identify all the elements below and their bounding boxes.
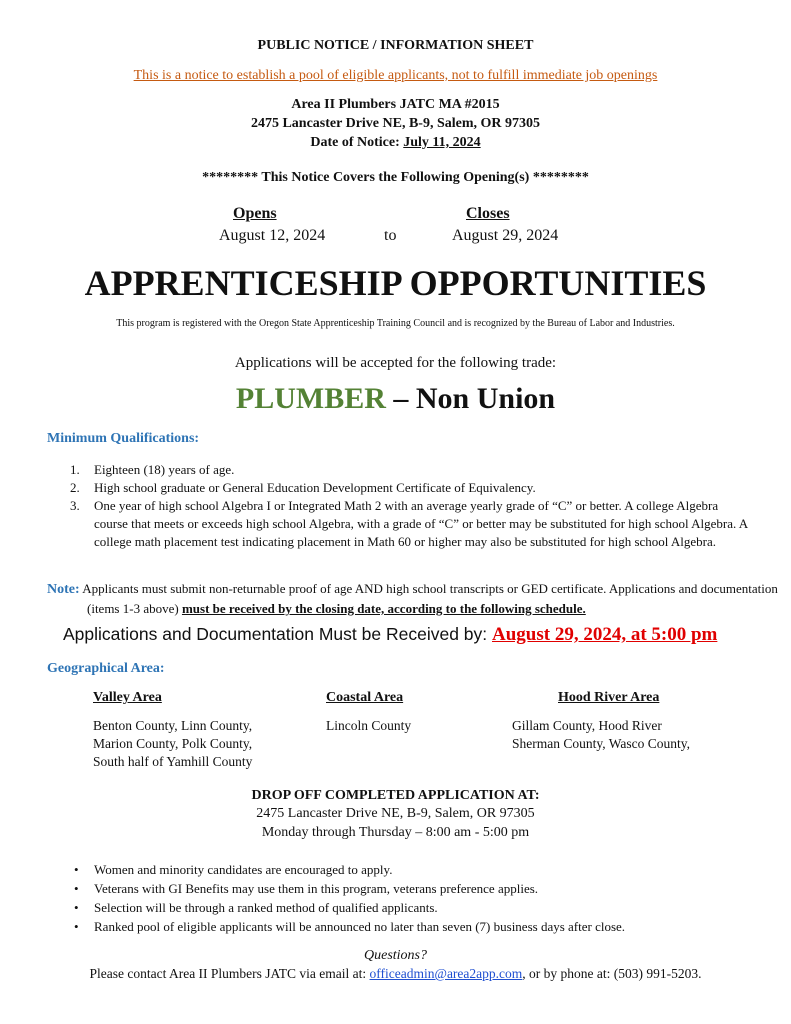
accepted-text: Applications will be accepted for the following trade:: [234, 355, 557, 371]
pool-notice: This is a notice to establish a pool of eligible applicants, not to fulfill immediate job openings: [133, 68, 658, 83]
registration-text: This program is registered with the Oregon State Apprenticeship Training Council and is recognized by the Bureau of Labor and Industries.: [116, 318, 675, 329]
dropoff-heading: DROP OFF COMPLETED APPLICATION AT:: [251, 788, 540, 803]
county-line: Benton County, Linn County,: [93, 718, 253, 733]
info-bullet: [70, 860, 760, 879]
bullet-icon: •: [74, 881, 79, 896]
questions-label: Questions?: [364, 948, 427, 963]
contact-email-link[interactable]: officeadmin@area2app.com: [369, 966, 523, 981]
dropoff-hours: Monday through Thursday – 8:00 am - 5:00 pm: [261, 825, 530, 840]
qualification-item: [70, 479, 750, 497]
county-line: Sherman County, Wasco County,: [512, 736, 691, 751]
note-emphasis: must be received by the closing date, according to the following schedule.: [181, 601, 586, 616]
trade-suffix: – Non Union: [385, 382, 556, 415]
qualification-text: One year of high school Algebra I or Integrated Math 2 with an average yearly grade of “C” or better. A college Algebra course that meets or exceeds high school Algebra, with a grade of “C” or better may be substituted for high school Algebra. A college math placement test indicating placement in Math 60 or higher may also be substituted for high school Algebra.: [94, 498, 748, 549]
deadline-line: [63, 624, 717, 646]
info-bullet: [70, 879, 760, 898]
bullet-icon: •: [74, 900, 79, 915]
qualification-number: 1.: [70, 462, 80, 477]
contact-line: [0, 966, 791, 982]
info-bullet-list: [70, 860, 760, 936]
trade-heading: [0, 382, 791, 416]
note-text: Applicants must submit non-returnable proof of age AND high school transcripts or GED certificate. Applications and documentation (items 1-3 above): [79, 581, 778, 616]
geo-column-valley: [93, 690, 313, 771]
notice-date: [0, 135, 791, 151]
county-line: Gillam County, Hood River: [512, 718, 662, 733]
bullet-icon: •: [74, 862, 79, 877]
note-label: Note:: [47, 582, 80, 597]
info-bullet: [70, 898, 760, 917]
closes-label: Closes: [466, 205, 510, 222]
deadline-value: August 29, 2024, at 5:00 pm: [492, 624, 718, 645]
geo-heading: Geographical Area:: [47, 661, 165, 676]
bullet-text: Ranked pool of eligible applicants will be announced no later than seven (7) business days after close.: [94, 919, 626, 934]
notice-date-label: Date of Notice:: [310, 135, 404, 150]
contact-prefix: Please contact Area II Plumbers JATC via email at:: [89, 966, 370, 981]
opens-label: Opens: [233, 205, 277, 222]
contact-suffix: , or by phone at: (503) 991-5203.: [522, 966, 702, 981]
notice-date-value: July 11, 2024: [403, 135, 481, 150]
county-line: Marion County, Polk County,: [93, 736, 253, 751]
notice-title: PUBLIC NOTICE / INFORMATION SHEET: [257, 38, 534, 53]
bullet-text: Veterans with GI Benefits may use them in this program, veterans preference applies.: [94, 881, 539, 896]
dates-to: to: [384, 227, 397, 244]
geo-column-hood-river: [512, 690, 752, 753]
openings-line: ******** This Notice Covers the Following Opening(s) ********: [202, 170, 589, 185]
bullet-text: Women and minority candidates are encouraged to apply.: [94, 862, 393, 877]
closes-value: August 29, 2024: [452, 227, 559, 244]
deadline-label: Applications and Documentation Must be Received by:: [63, 624, 492, 644]
qualification-number: 3.: [70, 498, 80, 513]
org-address: 2475 Lancaster Drive NE, B-9, Salem, OR 97305: [250, 116, 541, 131]
qualification-number: 2.: [70, 480, 80, 495]
qualification-text: Eighteen (18) years of age.: [94, 462, 235, 477]
qualifications-list: [70, 461, 750, 551]
county-line: Lincoln County: [326, 718, 412, 733]
bullet-text: Selection will be through a ranked method of qualified applicants.: [94, 900, 438, 915]
qualification-item: [70, 461, 750, 479]
geo-column-title: Hood River Area: [558, 690, 660, 705]
geo-column-title: Valley Area: [93, 690, 162, 705]
main-title: APPRENTICESHIP OPPORTUNITIES: [84, 263, 707, 303]
opens-value: August 12, 2024: [219, 227, 326, 244]
dropoff-address: 2475 Lancaster Drive NE, B-9, Salem, OR 97305: [256, 806, 535, 821]
qualification-text: High school graduate or General Education Development Certificate of Equivalency.: [94, 480, 536, 495]
org-name: Area II Plumbers JATC MA #2015: [291, 97, 500, 112]
geo-column-title: Coastal Area: [326, 690, 404, 705]
info-bullet: [70, 917, 760, 936]
note-paragraph: [47, 579, 791, 618]
bullet-icon: •: [74, 919, 79, 934]
geo-column-coastal: [326, 690, 496, 735]
qualifications-heading: Minimum Qualifications:: [47, 431, 200, 446]
county-line: South half of Yamhill County: [93, 754, 253, 769]
trade-name: PLUMBER: [235, 382, 386, 415]
qualification-item: [70, 497, 750, 551]
